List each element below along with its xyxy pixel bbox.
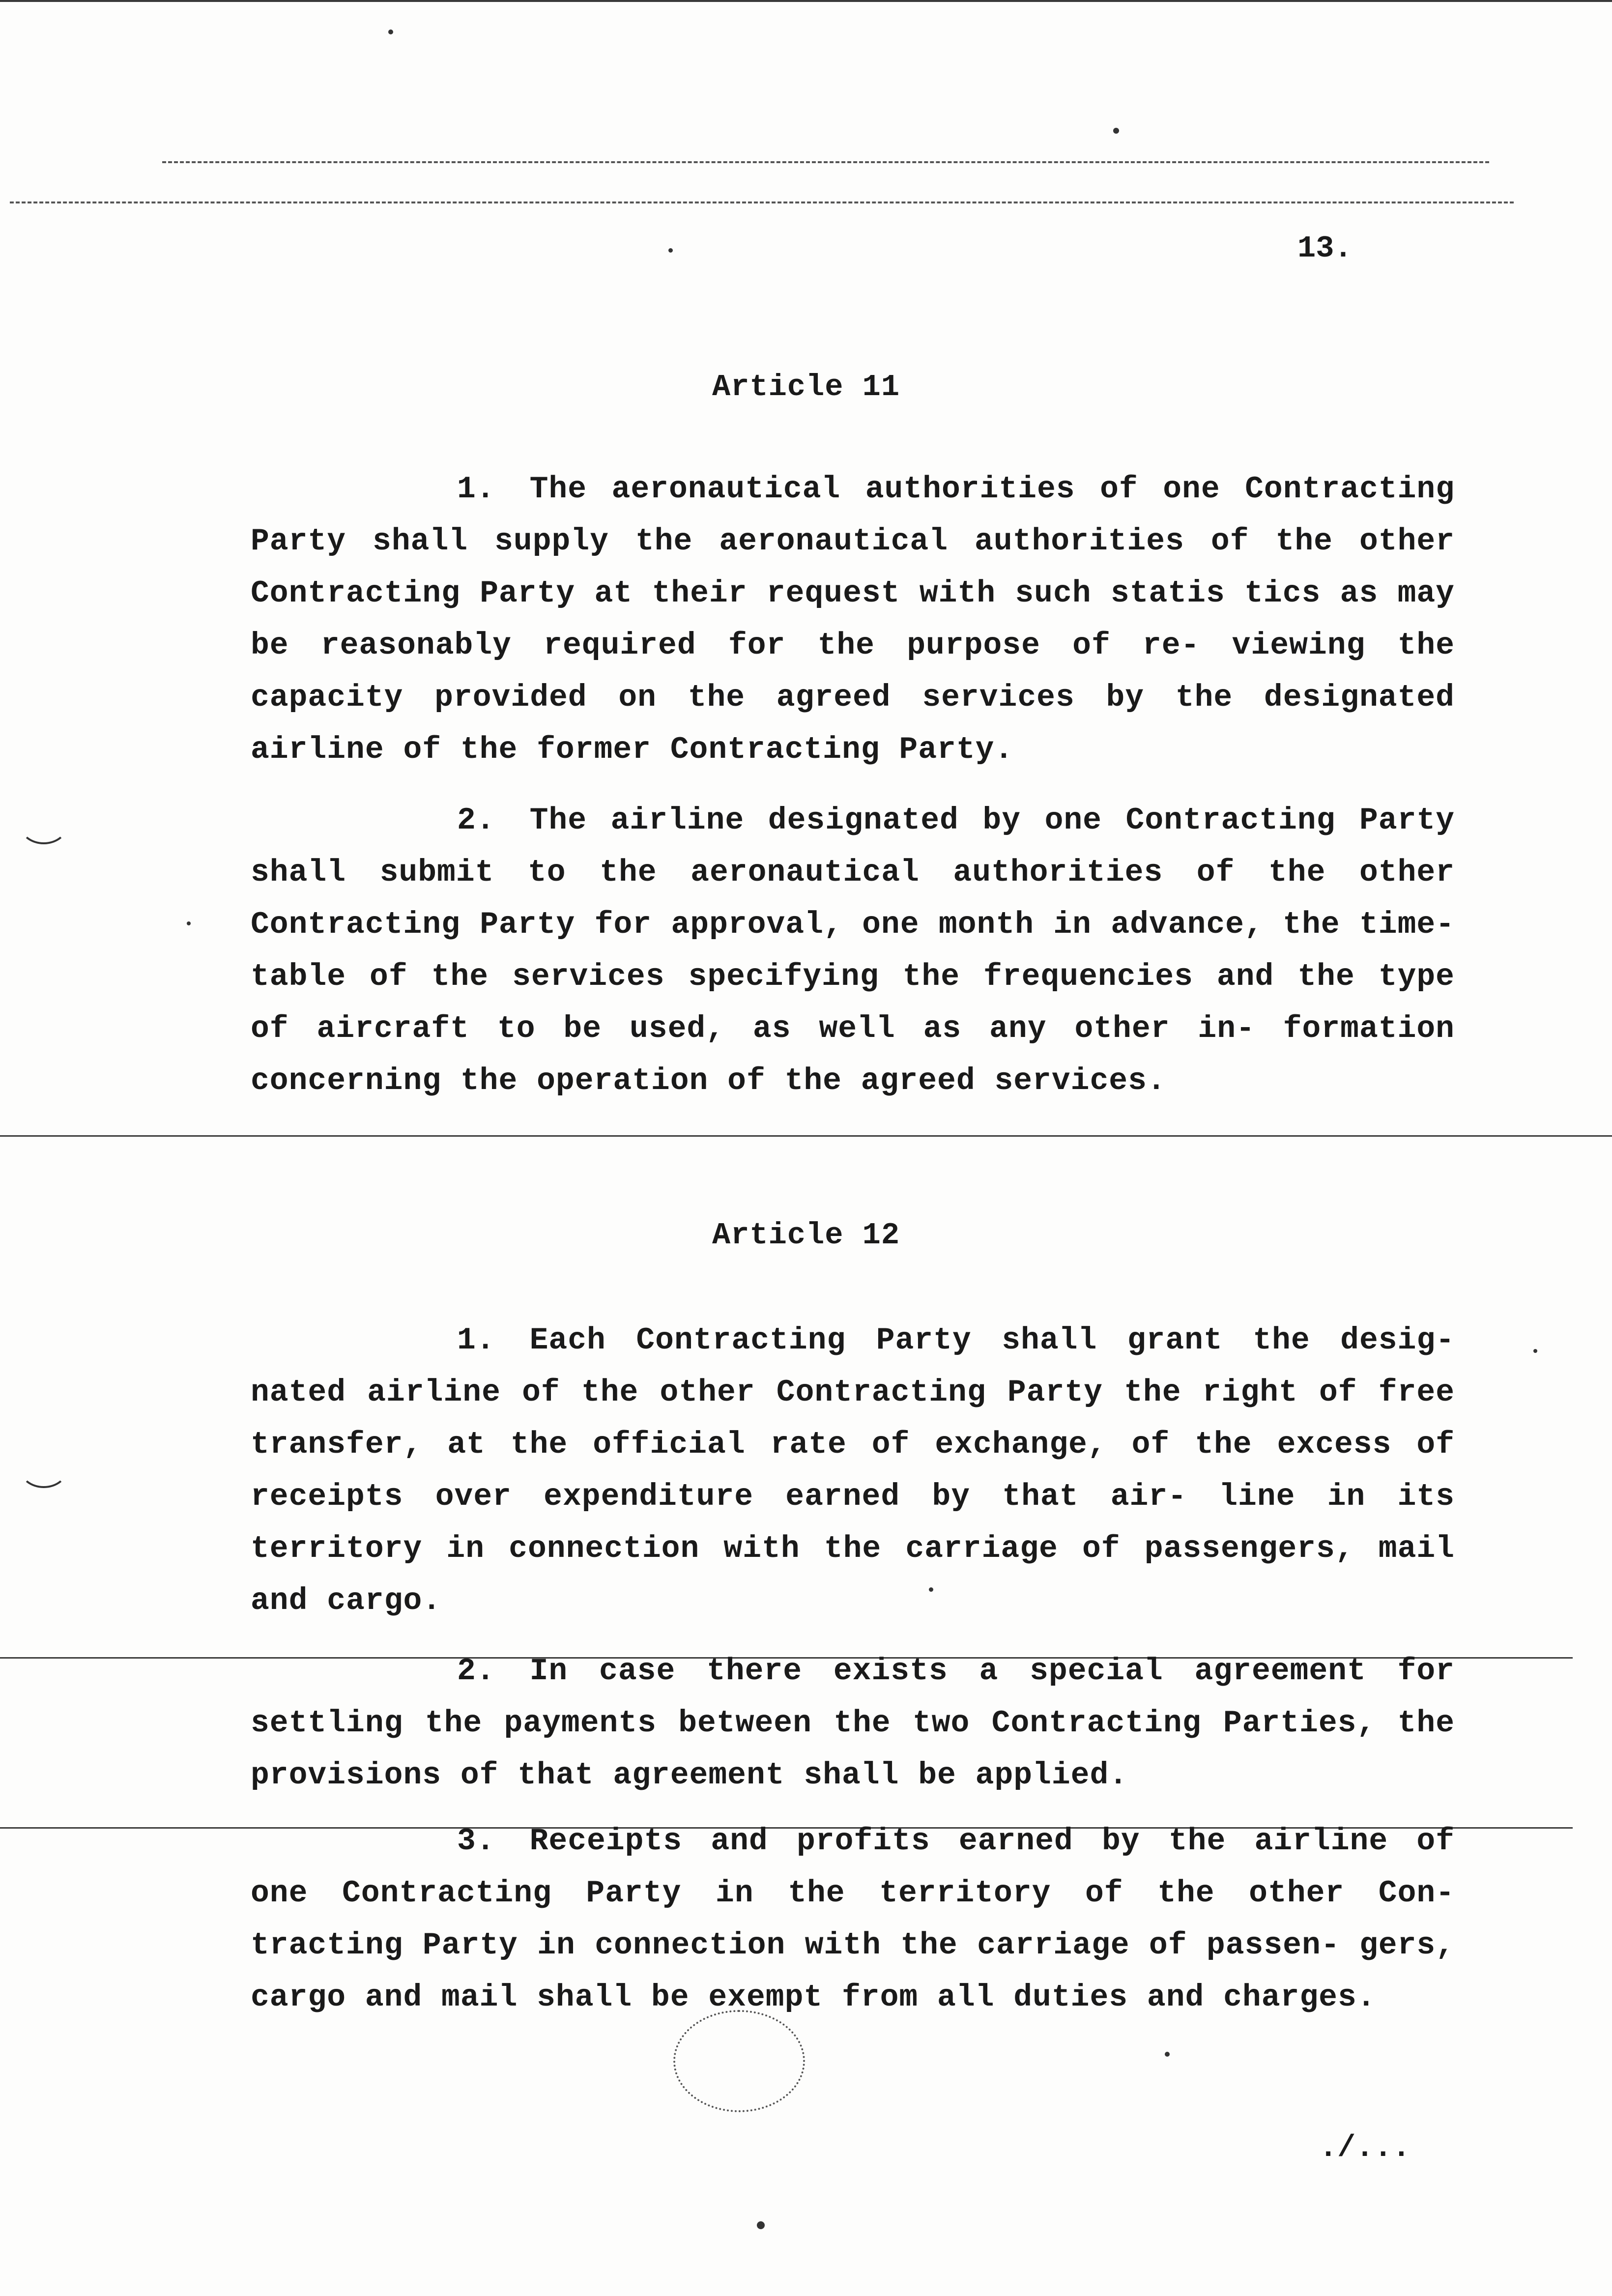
- scan-speck: [757, 2221, 765, 2229]
- article-12-paragraph-1: [251, 1315, 1455, 1627]
- paragraph-text: In case there exists a special agreement for settling the payments between the two Contracting Parties, the provisions of that agreement shall be applied.: [251, 1654, 1455, 1793]
- scan-speck: [388, 29, 393, 34]
- paragraph-text: The aeronautical authorities of one Contracting Party shall supply the aeronautical authorities of the other Contracting Party at their request with such statis tics as may be reasonably required for the purpose of re- viewing the capacity provided on the agreed services by the designated airline of the former Contracting Party.: [251, 472, 1455, 767]
- article-11-heading: Article 11: [712, 370, 900, 404]
- paragraph-text: Each Contracting Party shall grant the desig- nated airline of the other Contracting Party the right of free transfer, at the official rate of exchange, of the excess of receipts over expenditure earned by that air- line in its territory in connection with the carriage of passengers, mail and cargo.: [251, 1323, 1455, 1618]
- scan-speck: [1113, 128, 1119, 134]
- punch-hole-artifact: [20, 1450, 68, 1488]
- faded-stamp-mark: [673, 2010, 805, 2112]
- scan-speck: [929, 1587, 933, 1592]
- scan-speck: [1533, 1349, 1537, 1353]
- scan-artifact-line: [162, 161, 1489, 163]
- scan-speck: [187, 921, 191, 925]
- article-11-paragraph-2: [251, 795, 1455, 1107]
- paragraph-text: The airline designated by one Contracting Party shall submit to the aeronautical authorities of the other Contracting Party for approval, one month in advance, the time-table of the services specifying the frequencies and the type of aircraft to be used, as well as any other in- formation concerning the operation of the agreed services.: [251, 803, 1455, 1098]
- paragraph-number: 1.: [457, 1323, 495, 1358]
- continuation-mark: ./...: [1319, 2130, 1410, 2165]
- punch-hole-artifact: [20, 806, 68, 844]
- top-border-line: [0, 0, 1612, 2]
- article-12-paragraph-2: [251, 1645, 1455, 1802]
- scan-artifact-line: [10, 201, 1514, 203]
- article-12-paragraph-3: [251, 1815, 1455, 2024]
- page-number: 13.: [1297, 231, 1353, 266]
- paragraph-number: 2.: [457, 1654, 495, 1689]
- article-12-heading: Article 12: [712, 1218, 900, 1253]
- fold-line: [0, 1135, 1612, 1137]
- article-11-paragraph-1: [251, 463, 1455, 776]
- scan-speck: [668, 248, 673, 253]
- paragraph-text: Receipts and profits earned by the airline of one Contracting Party in the territory of the other Con- tracting Party in connection with the carriage of passen- gers, cargo and mail shall be exempt from all duties and charges.: [251, 1824, 1455, 2015]
- paragraph-number: 1.: [457, 472, 495, 507]
- paragraph-number: 2.: [457, 803, 495, 838]
- paragraph-number: 3.: [457, 1824, 495, 1859]
- scan-speck: [1165, 2052, 1170, 2057]
